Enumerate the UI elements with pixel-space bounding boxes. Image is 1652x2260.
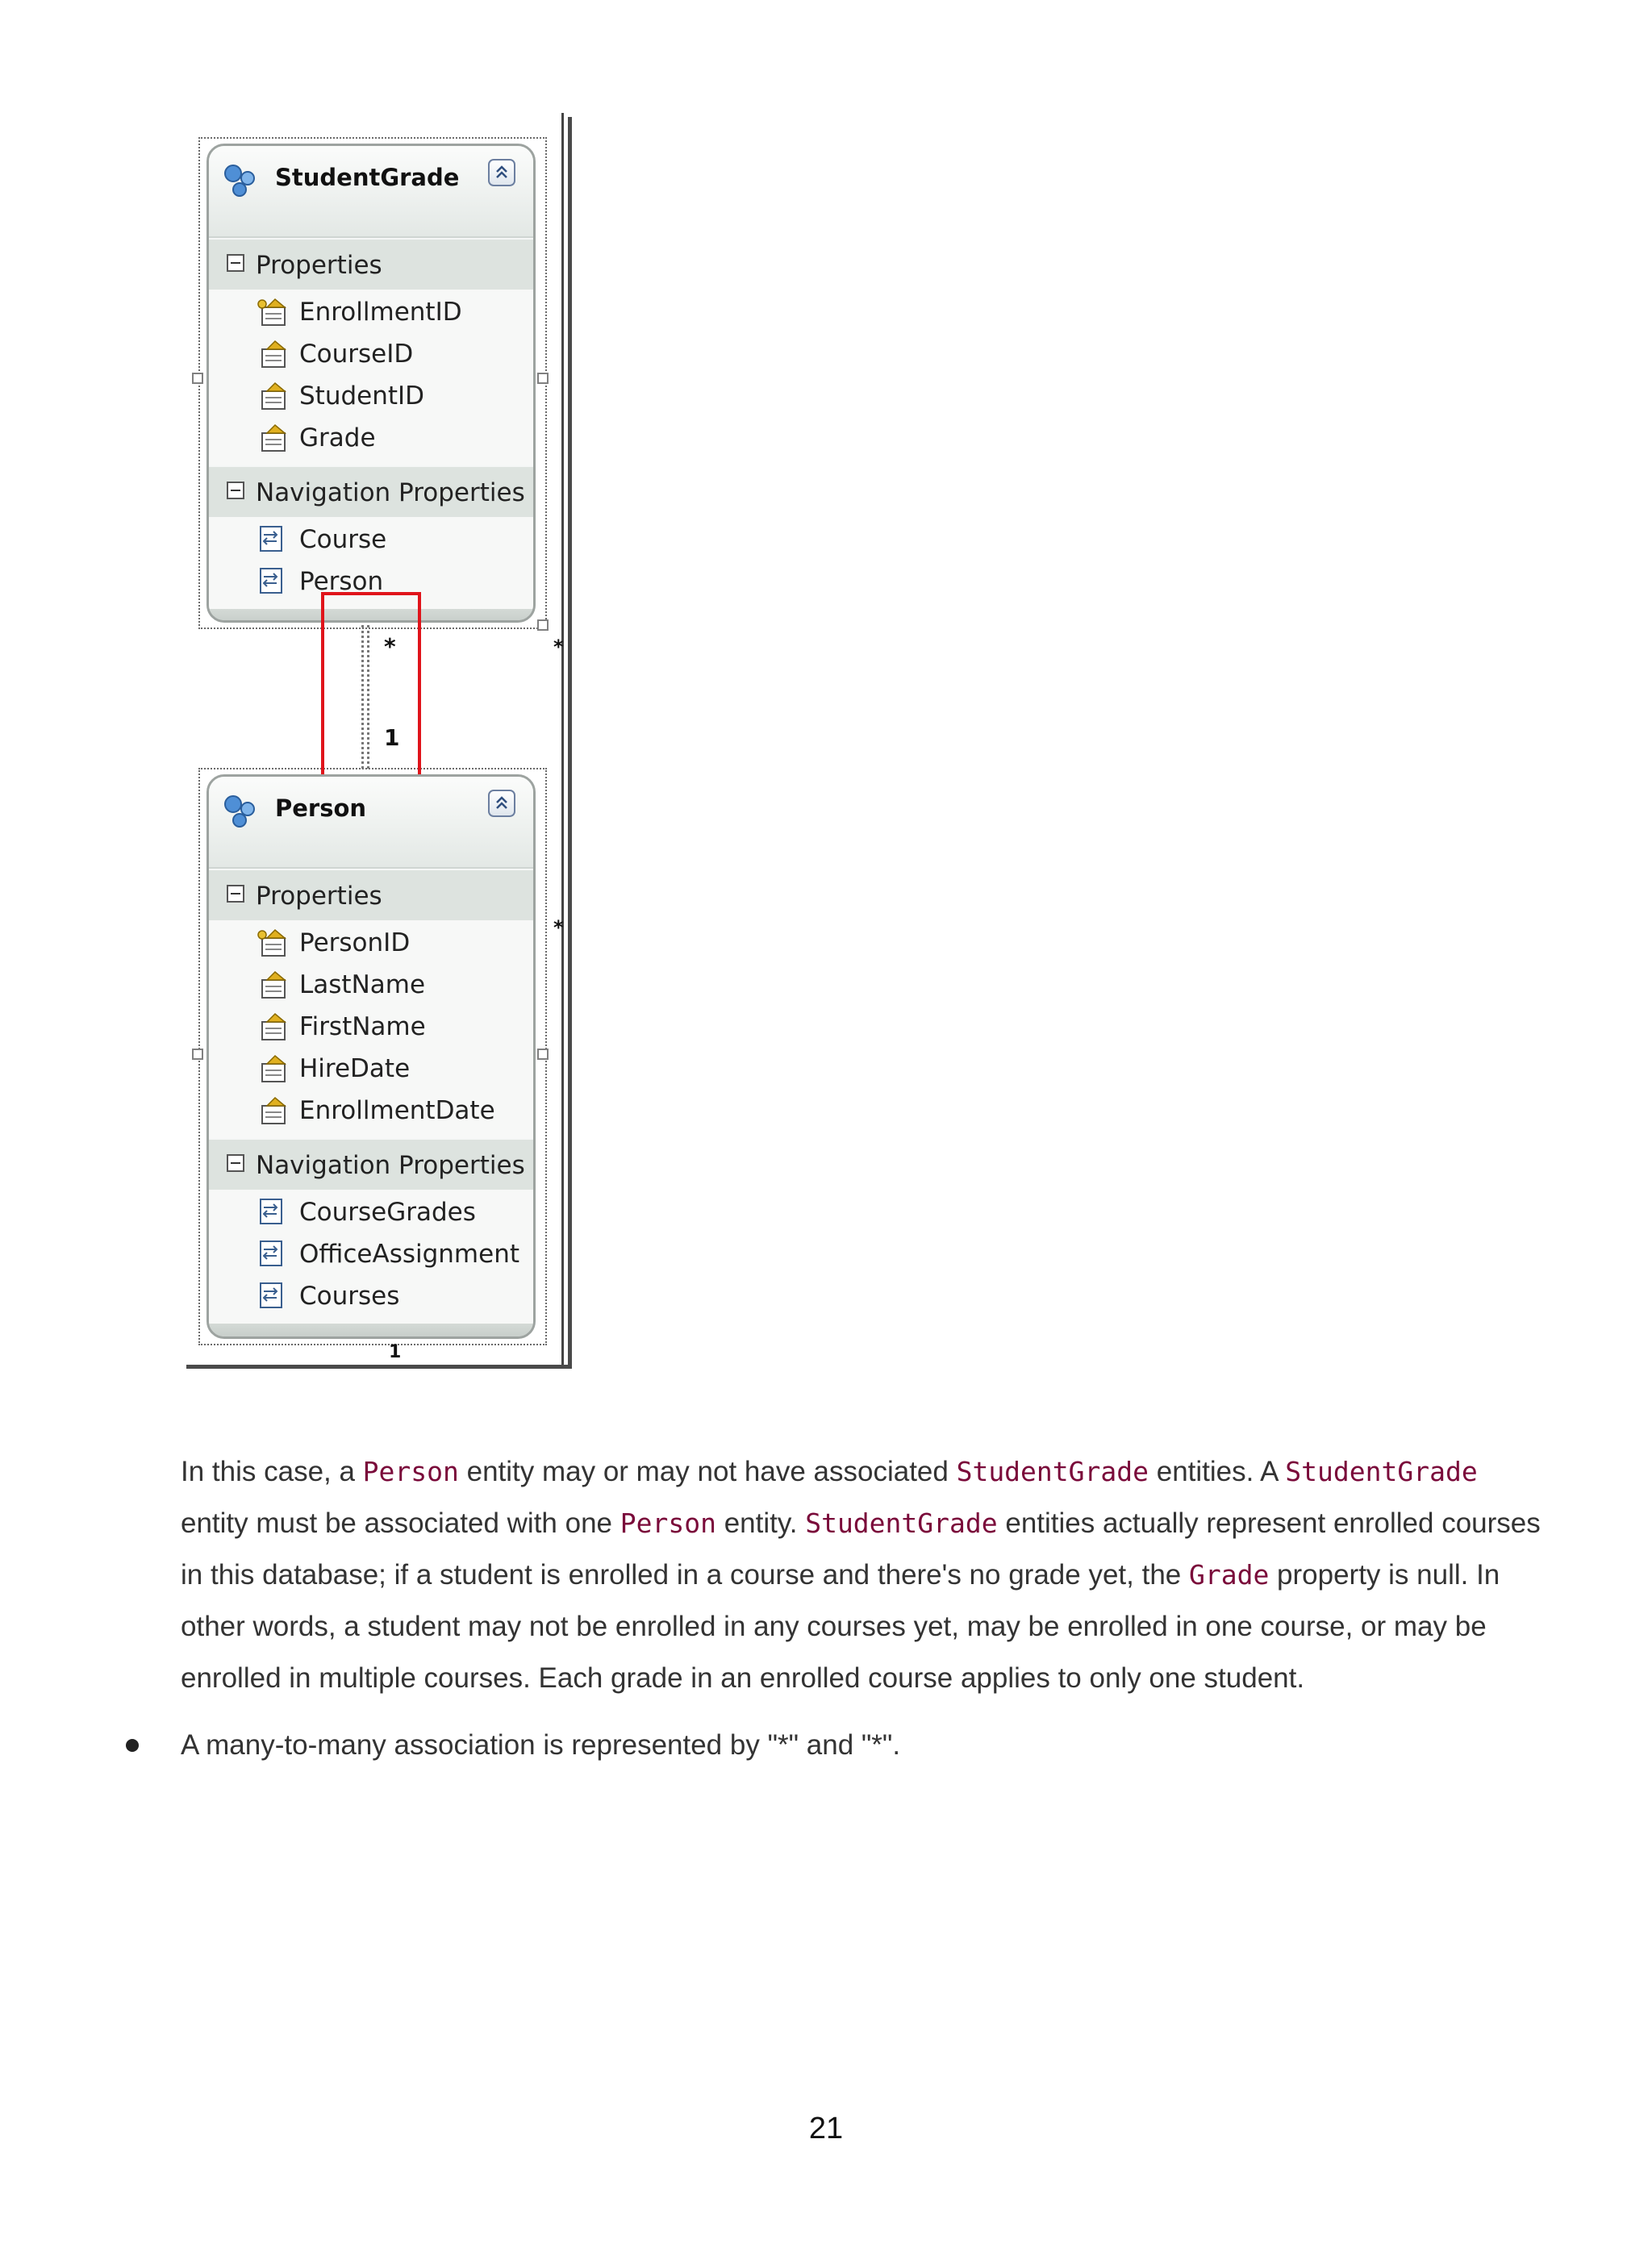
navigation-property-icon xyxy=(256,1198,288,1227)
code-term: StudentGrade xyxy=(956,1456,1149,1487)
property-icon xyxy=(256,1012,288,1041)
property-row[interactable] xyxy=(209,417,533,459)
navigation-label: Course xyxy=(299,525,387,554)
property-icon xyxy=(256,382,288,411)
navigation-row[interactable] xyxy=(209,519,533,561)
navigation-label: Person xyxy=(299,567,384,596)
section-label: Properties xyxy=(256,882,382,911)
bullet-text: A many-to-many association is represented by "*" and "*". xyxy=(181,1729,901,1761)
association-line-right xyxy=(561,113,564,1365)
code-term: Person xyxy=(362,1456,459,1487)
edge-multiplicity: * xyxy=(553,636,564,658)
property-icon xyxy=(256,970,288,999)
section-label: Navigation Properties xyxy=(256,478,525,507)
text-run: entity. xyxy=(715,1507,806,1539)
text-run: In this case, a xyxy=(181,1456,363,1487)
collapse-minus-icon[interactable] xyxy=(227,254,244,272)
property-label: EnrollmentID xyxy=(299,298,462,327)
navigation-property-icon xyxy=(256,1282,288,1311)
resize-handle-right[interactable] xyxy=(537,1049,549,1060)
text-run: property is null. In other words, a student may not be enrolled in any courses yet, may be enrolled in one course, or may be enrolled in multiple courses. Each grade in an enrolled course applies to only one student. xyxy=(181,1559,1500,1694)
property-icon xyxy=(256,1096,288,1125)
navigation-label: Courses xyxy=(299,1282,400,1311)
property-label: LastName xyxy=(299,970,426,999)
property-label: PersonID xyxy=(299,928,411,957)
section-label: Navigation Properties xyxy=(256,1151,525,1180)
property-row[interactable] xyxy=(209,375,533,417)
property-label: FirstName xyxy=(299,1012,426,1041)
multiplicity-one: 1 xyxy=(384,724,400,751)
navigation-row[interactable] xyxy=(209,1191,533,1233)
resize-handle-left[interactable] xyxy=(192,373,203,384)
multiplicity-many: * xyxy=(384,633,396,660)
property-label: HireDate xyxy=(299,1054,411,1083)
explanation-paragraph xyxy=(181,1446,1552,1704)
resize-handle-corner[interactable] xyxy=(537,619,549,631)
entity-header xyxy=(209,777,533,869)
navigation-row[interactable] xyxy=(209,1275,533,1317)
property-row[interactable] xyxy=(209,291,533,333)
resize-handle-left[interactable] xyxy=(192,1049,203,1060)
collapse-minus-icon[interactable] xyxy=(227,482,244,499)
text-run: entity must be associated with one xyxy=(181,1507,620,1539)
properties-section-header[interactable] xyxy=(209,238,533,290)
navigation-label: OfficeAssignment xyxy=(299,1240,520,1269)
entity-footer xyxy=(209,1324,533,1339)
page-number: 21 xyxy=(808,2112,844,2145)
collapse-minus-icon[interactable] xyxy=(227,885,244,903)
text-run: entities actually represent enrolled courses in this database; if a student is enrolled in a course and there's no grade yet, the xyxy=(181,1507,1541,1591)
code-term: StudentGrade xyxy=(1285,1456,1478,1487)
navigation-section-header[interactable] xyxy=(209,465,533,517)
property-row[interactable] xyxy=(209,922,533,964)
entity-title: Person xyxy=(275,794,367,822)
property-row[interactable] xyxy=(209,1090,533,1132)
key-property-icon xyxy=(256,928,288,957)
property-row[interactable] xyxy=(209,333,533,375)
property-icon xyxy=(256,423,288,452)
entity-type-icon xyxy=(222,793,259,830)
navigation-section-header[interactable] xyxy=(209,1138,533,1190)
collapse-icon[interactable] xyxy=(488,159,515,186)
property-row[interactable] xyxy=(209,1048,533,1090)
property-icon xyxy=(256,340,288,369)
collapse-minus-icon[interactable] xyxy=(227,1154,244,1172)
text-run: entity may or may not have associated xyxy=(458,1456,957,1487)
resize-handle-right[interactable] xyxy=(537,373,549,384)
property-row[interactable] xyxy=(209,964,533,1006)
navigation-label: CourseGrades xyxy=(299,1198,476,1227)
property-label: EnrollmentDate xyxy=(299,1096,495,1125)
bullet-icon xyxy=(126,1739,139,1752)
navigation-property-icon xyxy=(256,567,288,596)
property-icon xyxy=(256,1054,288,1083)
section-label: Properties xyxy=(256,251,382,280)
properties-list xyxy=(209,920,533,1138)
entity-title: StudentGrade xyxy=(275,164,460,191)
highlight-box xyxy=(321,592,421,787)
property-label: StudentID xyxy=(299,382,425,411)
property-label: Grade xyxy=(299,423,376,452)
bullet-item xyxy=(126,1720,1546,1771)
edge-multiplicity: * xyxy=(553,916,564,939)
code-term: Person xyxy=(620,1507,716,1539)
property-row[interactable] xyxy=(209,1006,533,1048)
entity-studentgrade[interactable] xyxy=(206,144,536,623)
navigation-list xyxy=(209,1190,533,1324)
entity-header xyxy=(209,146,533,238)
code-term: StudentGrade xyxy=(805,1507,998,1539)
key-property-icon xyxy=(256,298,288,327)
properties-section-header[interactable] xyxy=(209,869,533,920)
edge-multiplicity: 1 xyxy=(389,1342,402,1362)
navigation-property-icon xyxy=(256,525,288,554)
entity-type-icon xyxy=(222,162,259,199)
text-run: entities. A xyxy=(1149,1456,1286,1487)
code-term: Grade xyxy=(1188,1559,1270,1591)
property-label: CourseID xyxy=(299,340,414,369)
navigation-property-icon xyxy=(256,1240,288,1269)
entity-person[interactable] xyxy=(206,774,536,1339)
navigation-row[interactable] xyxy=(209,1233,533,1275)
properties-list xyxy=(209,290,533,465)
collapse-icon[interactable] xyxy=(488,790,515,817)
entity-diagram xyxy=(182,113,573,1370)
